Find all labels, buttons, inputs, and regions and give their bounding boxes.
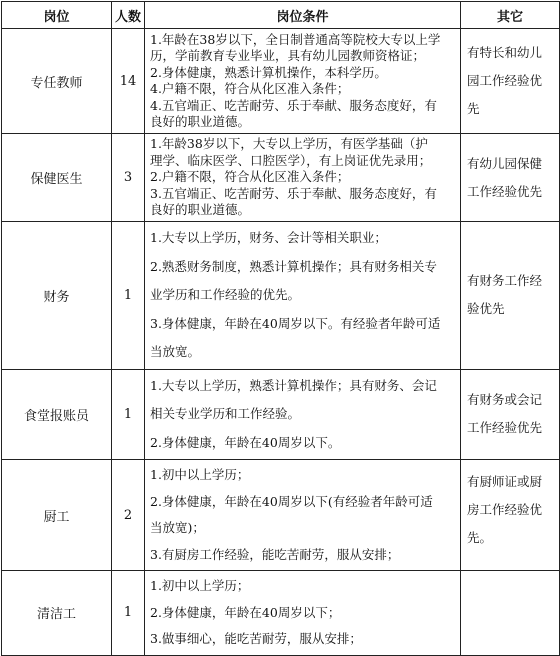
condition-line: 当放宽。 (150, 344, 201, 359)
condition-line: 业学历和工作经验的优先。 (150, 287, 301, 302)
condition-line: 2.身体健康，年龄在40周岁以下(有经验者年龄可适 (150, 493, 433, 509)
condition-line: 3.做事细心，能吃苦耐劳，服从安排； (150, 631, 362, 646)
other-cell (461, 369, 560, 460)
other-line: 工作经验优先 (467, 183, 543, 199)
conditions-cell (145, 29, 461, 134)
other-cell (461, 134, 560, 222)
count-cell: 14 (112, 29, 145, 134)
condition-line: 2.户籍不限，符合从化区准入条件； (150, 169, 350, 185)
condition-line: 良好的职业道德。 (150, 202, 251, 218)
condition-line: 1.初中以上学历； (150, 578, 250, 593)
conditions-cell (145, 134, 461, 222)
condition-line: 3.有厨房工作经验，能吃苦耐劳，服从安排； (150, 546, 400, 562)
position-cell: 专任教师 (2, 29, 112, 134)
other-line: 验优先 (467, 301, 505, 317)
table-row (2, 222, 560, 370)
other-line: 园工作经验优 (467, 73, 543, 88)
other-line: 有特长和幼儿 (467, 45, 543, 60)
other-line: 房工作经验优 (467, 502, 543, 517)
other-cell (461, 222, 560, 370)
table-header-row (2, 2, 560, 29)
condition-line: 1.大专以上学历，财务、会计等相关职业； (150, 230, 387, 245)
position-cell: 财务 (2, 222, 112, 370)
table-row (2, 571, 560, 656)
conditions-cell (145, 571, 461, 656)
table-row (2, 460, 560, 571)
other-line: 有厨师证或厨 (467, 474, 543, 489)
other-cell (461, 460, 560, 571)
table-row (2, 29, 560, 134)
condition-line: 1.年龄在38岁以下，全日制普通高等院校大专以上学 (150, 31, 441, 47)
count-cell: 2 (112, 460, 145, 571)
position-cell: 食堂报账员 (2, 369, 112, 460)
other-line: 工作经验优先 (467, 420, 543, 436)
header-position: 岗位 (2, 2, 112, 29)
condition-line: 1.大专以上学历，熟悉计算机操作；具有财务、会记 (150, 377, 437, 393)
conditions-cell (145, 460, 461, 571)
condition-line: 2.身体健康，年龄在40周岁以下。 (150, 434, 341, 450)
position-cell: 清洁工 (2, 571, 112, 656)
condition-line: 历，学前教育专业毕业，具有幼儿园教师资格证； (150, 48, 426, 63)
count-cell: 1 (112, 222, 145, 370)
position-cell: 保健医生 (2, 134, 112, 222)
conditions-cell (145, 369, 461, 460)
other-line: 有财务或会记 (467, 392, 543, 408)
header-conditions: 岗位条件 (145, 2, 461, 29)
job-requirements-table (1, 1, 560, 656)
condition-line: 良好的职业道德。 (150, 114, 251, 129)
other-line: 先。 (467, 530, 493, 545)
conditions-cell (145, 222, 461, 370)
header-count: 人数 (112, 2, 145, 29)
count-cell: 1 (112, 571, 145, 656)
other-cell (461, 29, 560, 134)
condition-line: 当放宽)； (150, 520, 205, 535)
other-cell (461, 571, 560, 656)
condition-line: 1.初中以上学历； (150, 467, 250, 482)
table-row (2, 369, 560, 460)
condition-line: 2.身体健康，年龄在40周岁以下； (150, 604, 341, 620)
condition-line: 2.身体健康，熟悉计算机操作，本科学历。 (150, 64, 387, 80)
table-row (2, 134, 560, 222)
other-line: 有财务工作经 (467, 273, 543, 289)
condition-line: 1.年龄38岁以下，大专以上学历，有医学基础（护 (150, 136, 428, 152)
position-cell: 厨工 (2, 460, 112, 571)
condition-line: 理学、临床医学、口腔医学），有上岗证优先录用； (150, 152, 432, 168)
condition-line: 4.五官端正、吃苦耐劳、乐于奉献、服务态度好，有 (150, 97, 437, 113)
condition-line: 2.熟悉财务制度，熟悉计算机操作；具有财务相关专 (150, 258, 437, 274)
condition-line: 4.户籍不限，符合从化区准入条件； (150, 81, 350, 96)
header-other: 其它 (461, 2, 560, 29)
other-line: 有幼儿园保健 (467, 155, 543, 171)
other-line: 先 (467, 101, 480, 116)
count-cell: 3 (112, 134, 145, 222)
condition-line: 3.五官端正、吃苦耐劳、乐于奉献、服务态度好，有 (150, 185, 437, 201)
count-cell: 1 (112, 369, 145, 460)
condition-line: 相关专业学历和工作经验。 (150, 406, 301, 421)
condition-line: 3.身体健康，年龄在40周岁以下。有经验者年龄可适 (150, 315, 441, 331)
